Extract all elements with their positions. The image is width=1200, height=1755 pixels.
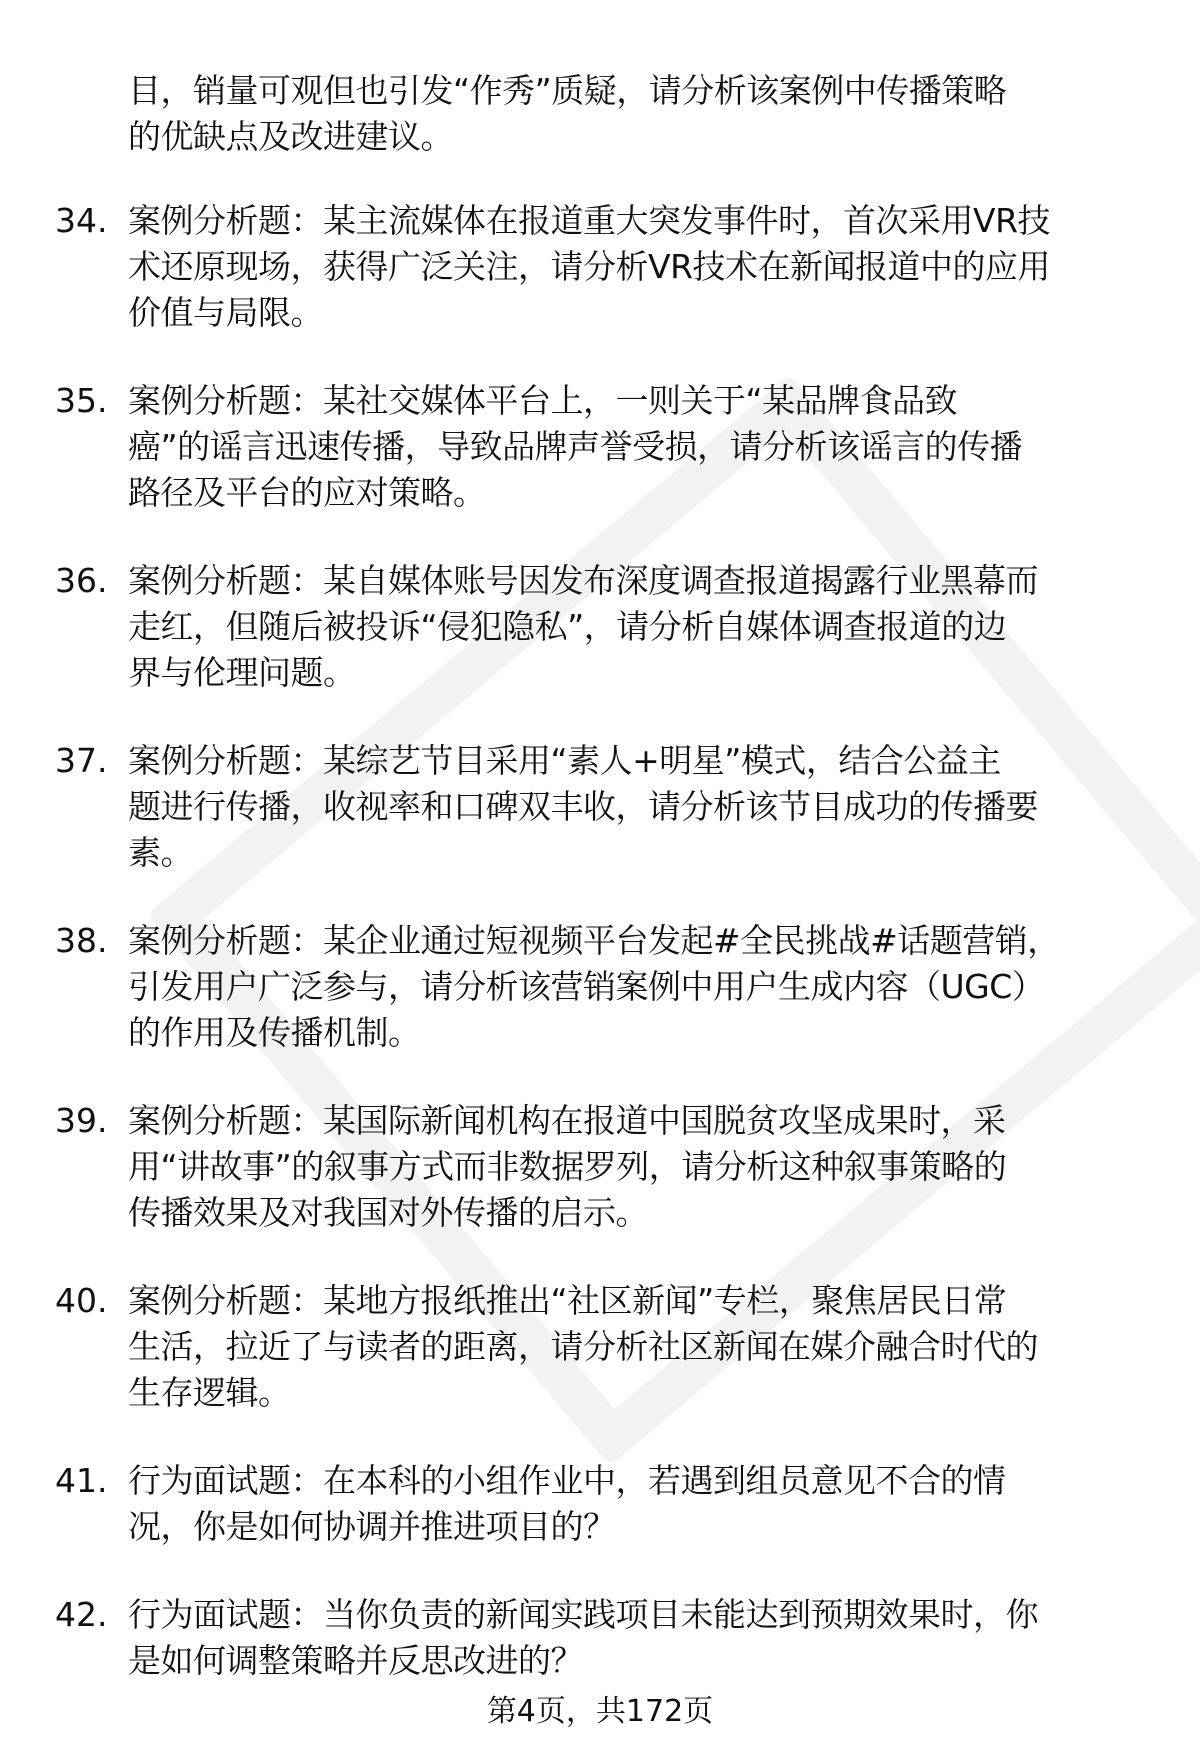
question-text (128, 378, 1022, 516)
question-line: 的作用及传播机制。 (128, 1013, 421, 1052)
question-line: 行为面试题：在本科的小组作业中，若遇到组员意见不合的情 (128, 1461, 1006, 1500)
question-text (128, 198, 1050, 336)
question-line: 用“讲故事”的叙事方式而非数据罗列，请分析这种叙事策略的 (128, 1147, 1007, 1186)
question-text (128, 918, 1060, 1056)
question-line: 界与伦理问题。 (128, 653, 356, 692)
question-number: 42. (55, 1595, 108, 1634)
question-text (128, 558, 1038, 696)
question-text (128, 1592, 1038, 1684)
question-line: 况，你是如何协调并推进项目的？ (128, 1507, 616, 1546)
question-line: 路径及平台的应对策略。 (128, 473, 486, 512)
question-line: 生活，拉近了与读者的距离，请分析社区新闻在媒介融合时代的 (128, 1327, 1038, 1366)
question-line: 案例分析题：某国际新闻机构在报道中国脱贫攻坚成果时，采 (128, 1101, 1006, 1140)
question-line: 案例分析题：某综艺节目采用“素人+明星”模式，结合公益主 (128, 741, 1001, 780)
question-line: 癌”的谣言迅速传播，导致品牌声誉受损，请分析该谣言的传播 (128, 427, 1023, 466)
question-line: 走红，但随后被投诉“侵犯隐私”，请分析自媒体调查报道的边 (128, 607, 1007, 646)
question-line: 生存逻辑。 (128, 1373, 291, 1412)
question-line: 价值与局限。 (128, 293, 323, 332)
question-number: 41. (55, 1461, 108, 1500)
question-line: 案例分析题：某主流媒体在报道重大突发事件时，首次采用VR技 (128, 201, 1051, 240)
question-text (128, 1098, 1006, 1236)
question-line: 引发用户广泛参与，请分析该营销案例中用户生成内容（UGC） (128, 967, 1045, 1006)
question-line: 题进行传播，收视率和口碑双丰收，请分析该节目成功的传播要 (128, 787, 1038, 826)
question-number: 38. (55, 921, 108, 960)
question-number: 37. (55, 741, 108, 780)
question-line: 案例分析题：某地方报纸推出“社区新闻”专栏，聚焦居民日常 (128, 1281, 1007, 1320)
question-line: 传播效果及对我国对外传播的启示。 (128, 1193, 648, 1232)
question-text (128, 68, 1006, 160)
question-text (128, 1278, 1038, 1416)
question-line: 案例分析题：某社交媒体平台上，一则关于“某品牌食品致 (128, 381, 958, 420)
question-number: 35. (55, 381, 108, 420)
question-text (128, 738, 1038, 876)
question-line: 行为面试题：当你负责的新闻实践项目未能达到预期效果时，你 (128, 1595, 1038, 1634)
question-line: 目，销量可观但也引发“作秀”质疑，请分析该案例中传播策略 (128, 71, 1007, 110)
question-text (128, 1458, 1006, 1550)
question-line: 案例分析题：某企业通过短视频平台发起#全民挑战#话题营销， (128, 921, 1060, 960)
question-line: 是如何调整策略并反思改进的？ (128, 1641, 583, 1680)
question-number: 36. (55, 561, 108, 600)
question-number: 40. (55, 1281, 108, 1320)
question-line: 案例分析题：某自媒体账号因发布深度调查报道揭露行业黑幕而 (128, 561, 1038, 600)
question-number: 39. (55, 1101, 108, 1140)
question-number: 34. (55, 201, 108, 240)
page-number: 第4页，共172页 (486, 1694, 714, 1729)
question-line: 的优缺点及改进建议。 (128, 117, 453, 156)
question-line: 术还原现场，获得广泛关注，请分析VR技术在新闻报道中的应用 (128, 247, 1051, 286)
question-line: 素。 (128, 833, 193, 872)
